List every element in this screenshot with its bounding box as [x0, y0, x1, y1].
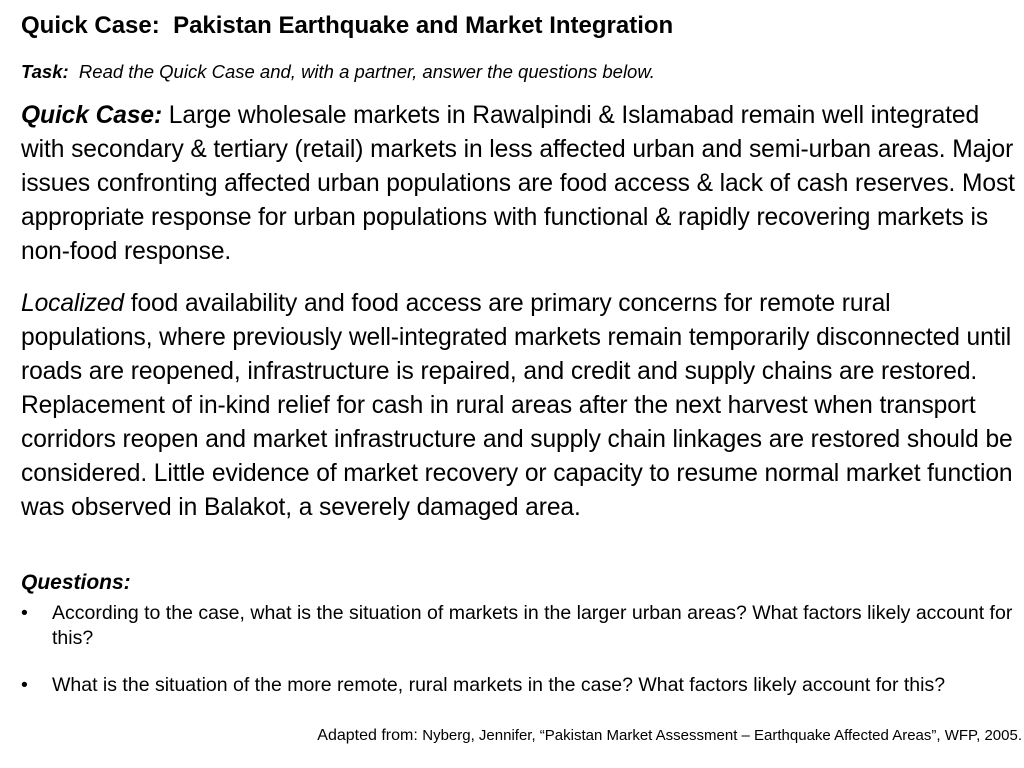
task-text: Read the Quick Case and, with a partner, answer the questions below. — [68, 61, 655, 82]
citation-lead: Adapted from: — [317, 727, 423, 744]
question-item-2 — [21, 673, 1021, 698]
page-title: Quick Case: Pakistan Earthquake and Market Integration — [21, 12, 674, 39]
localized-text: food availability and food access are primary concerns for remote rural populations, where previously well-integrated markets remain temporarily disconnected until roads are reopened, infrastructure is repaired, and credit and supply chains are restored. Replacement of in-kind relief for cash in rural areas after the next harvest when transport corridors reopen and market infrastructure and supply chain linkages are restored should be considered. Little evidence of market recovery or capacity to resume normal market function was observed in Balakot, a severely damaged area. — [21, 290, 1013, 521]
question-text: According to the case, what is the situation of markets in the larger urban areas? What factors likely account for this? — [52, 602, 1013, 649]
question-text: What is the situation of the more remote, rural markets in the case? What factors likely account for this? — [52, 674, 946, 696]
task-label: Task: — [21, 61, 69, 82]
question-item-1 — [21, 601, 1021, 651]
task-instruction — [21, 60, 655, 84]
localized-paragraph — [21, 287, 1024, 525]
quick-case-text: Large wholesale markets in Rawalpindi & Islamabad remain well integrated with secondary & tertiary (retail) markets in less affected urban and semi-urban areas. Major issues confronting affected urban populations are food access & lack of cash reserves. Most appropriate response for urban populations with functional & rapidly recovering markets is non-food response. — [21, 102, 1015, 265]
quick-case-lead: Quick Case: — [21, 102, 163, 129]
quick-case-paragraph — [21, 99, 1024, 269]
citation — [317, 726, 1022, 746]
citation-text: Nyberg, Jennifer, “Pakistan Market Assessment – Earthquake Affected Areas”, WFP, 2005. — [422, 727, 1022, 744]
bullet-icon: • — [21, 602, 28, 624]
bullet-icon: • — [21, 674, 28, 696]
localized-lead: Localized — [21, 290, 125, 317]
questions-heading: Questions: — [21, 571, 131, 594]
